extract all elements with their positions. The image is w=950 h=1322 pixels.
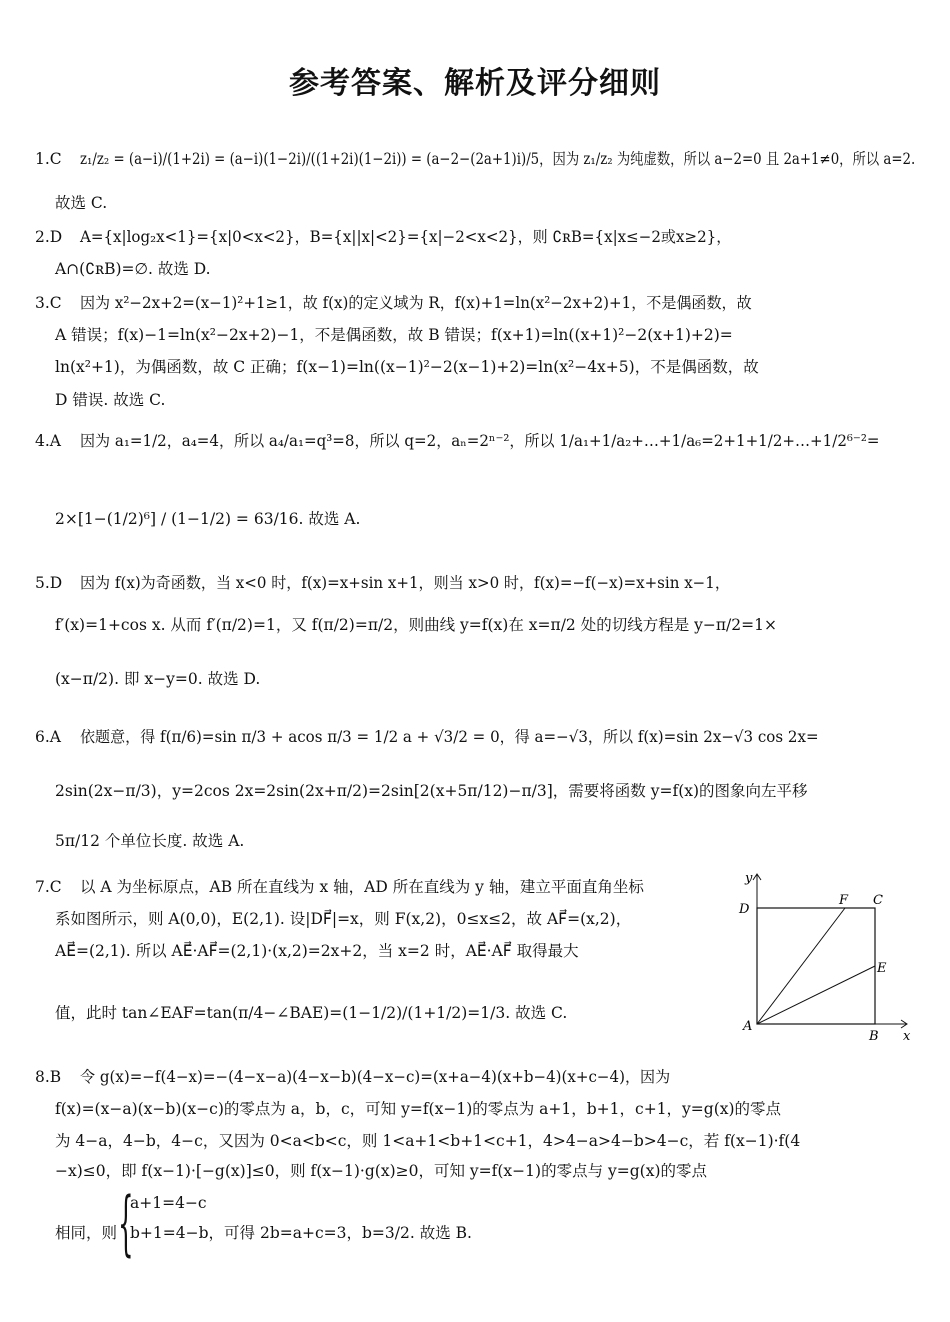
- segment-af: [757, 908, 845, 1024]
- q5-number: 5.D: [35, 574, 63, 592]
- q8-line1: 令 g(x)=−f(4−x)=−(4−x−a)(4−x−b)(4−x−c)=(x+a−4)(x+b−4)(x+c−4)，因为: [80, 1068, 671, 1086]
- q7-line3: AE⃗=(2,1). 所以 AE⃗·AF⃗=(2,1)·(x,2)=2x+2，当 x=2 时，AE⃗·AF⃗ 取得最大: [55, 942, 579, 960]
- q5-line3: (x−π/2). 即 x−y=0. 故选 D.: [55, 670, 261, 688]
- q1-line1: z₁/z₂ = (a−i)/(1+2i) = (a−i)(1−2i)/((1+2i)(1−2i)) = (a−2−(2a+1)i)/5，因为 z₁/z₂ 为纯虚数，所以 a−2=0 且 2a+1≠0，所以 a=2.: [80, 150, 916, 168]
- q3-line2: A 错误；f(x)−1=ln(x²−2x+2)−1，不是偶函数，故 B 错误；f(x+1)=ln((x+1)²−2(x+1)+2)=: [55, 326, 733, 344]
- q2-line1: A={x|log₂x<1}={x|0<x<2}，B={x||x|<2}={x|−2<x<2}，则 ∁ʀB={x|x≤−2或x≥2}，: [80, 228, 732, 246]
- q7-coordinate-figure: [735, 868, 915, 1048]
- label-d: D: [739, 902, 750, 917]
- q3-line4: D 错误. 故选 C.: [55, 391, 166, 409]
- q8-system-eq2: b+1=4−b，可得 2b=a+c=3，b=3/2. 故选 B.: [130, 1224, 472, 1242]
- q7-line2: 系如图所示，则 A(0,0)，E(2,1). 设|DF⃗|=x，则 F(x,2)，0≤x≤2，故 AF⃗=(x,2)，: [55, 910, 632, 928]
- q8-system-eq1: a+1=4−c: [130, 1194, 207, 1212]
- q7-line1: 以 A 为坐标原点，AB 所在直线为 x 轴，AD 所在直线为 y 轴，建立平面直角坐标: [80, 878, 644, 896]
- segment-ae: [757, 966, 875, 1024]
- q6-line1: 依题意，得 f(π/6)=sin π/3 + acos π/3 = 1/2 a + √3/2 = 0，得 a=−√3，所以 f(x)=sin 2x−√3 cos 2x=: [80, 728, 819, 746]
- q4-line2: 2×[1−(1/2)⁶] / (1−1/2) = 63/16. 故选 A.: [55, 510, 361, 528]
- label-c: C: [873, 893, 883, 908]
- label-y: y: [745, 871, 753, 886]
- q3-number: 3.C: [35, 294, 62, 312]
- q6-line3: 5π/12 个单位长度. 故选 A.: [55, 832, 245, 850]
- q1-line2: 故选 C.: [55, 194, 108, 212]
- rectangle-abcd: [757, 908, 875, 1024]
- q5-line2: f′(x)=1+cos x. 从而 f′(π/2)=1，又 f(π/2)=π/2，则曲线 y=f(x)在 x=π/2 处的切线方程是 y−π/2=1×: [55, 616, 777, 634]
- q8-line3: 为 4−a，4−b，4−c，又因为 0<a<b<c，则 1<a+1<b+1<c+1，4>4−a>4−b>4−c，若 f(x−1)·f(4: [55, 1132, 801, 1150]
- q4-line1: 因为 a₁=1/2，a₄=4，所以 a₄/a₁=q³=8，所以 q=2，aₙ=2ⁿ⁻²，所以 1/a₁+1/a₂+…+1/a₆=2+1+1/2+…+1/2⁶⁻²=: [80, 432, 880, 450]
- label-a: A: [743, 1019, 753, 1034]
- label-x: x: [903, 1029, 911, 1044]
- q5-line1: 因为 f(x)为奇函数，当 x<0 时，f(x)=x+sin x+1，则当 x>0 时，f(x)=−f(−x)=x+sin x−1，: [80, 574, 730, 592]
- q3-line1: 因为 x²−2x+2=(x−1)²+1≥1，故 f(x)的定义域为 R，f(x)+1=ln(x²−2x+2)+1，不是偶函数，故: [80, 294, 752, 312]
- q8-prefix: 相同，则: [55, 1224, 118, 1242]
- q7-line4: 值，此时 tan∠EAF=tan(π/4−∠BAE)=(1−1/2)/(1+1/2)=1/3. 故选 C.: [55, 1004, 568, 1022]
- q6-number: 6.A: [35, 728, 61, 746]
- q7-number: 7.C: [35, 878, 62, 896]
- q8-line2: f(x)=(x−a)(x−b)(x−c)的零点为 a，b，c，可知 y=f(x−1)的零点为 a+1，b+1，c+1，y=g(x)的零点: [55, 1100, 782, 1118]
- q8-line4: −x)≤0，即 f(x−1)·[−g(x)]≤0，则 f(x−1)·g(x)≥0，可知 y=f(x−1)的零点与 y=g(x)的零点: [55, 1162, 707, 1180]
- q4-number: 4.A: [35, 432, 61, 450]
- brace-symbol: {: [118, 1182, 134, 1264]
- q6-line2: 2sin(2x−π/3)，y=2cos 2x=2sin(2x+π/2)=2sin[2(x+5π/12)−π/3]，需要将函数 y=f(x)的图象向左平移: [55, 782, 808, 800]
- q2-line2: A∩(∁ʀB)=∅. 故选 D.: [55, 260, 211, 278]
- page-title: 参考答案、解析及评分细则: [289, 66, 661, 101]
- label-e: E: [877, 961, 887, 976]
- label-f: F: [839, 893, 849, 908]
- label-b: B: [869, 1029, 879, 1044]
- q1-number: 1.C: [35, 150, 62, 168]
- q8-number: 8.B: [35, 1068, 62, 1086]
- q2-number: 2.D: [35, 228, 63, 246]
- q3-line3: ln(x²+1)，为偶函数，故 C 正确；f(x−1)=ln((x−1)²−2(x−1)+2)=ln(x²−4x+5)，不是偶函数，故: [55, 358, 759, 376]
